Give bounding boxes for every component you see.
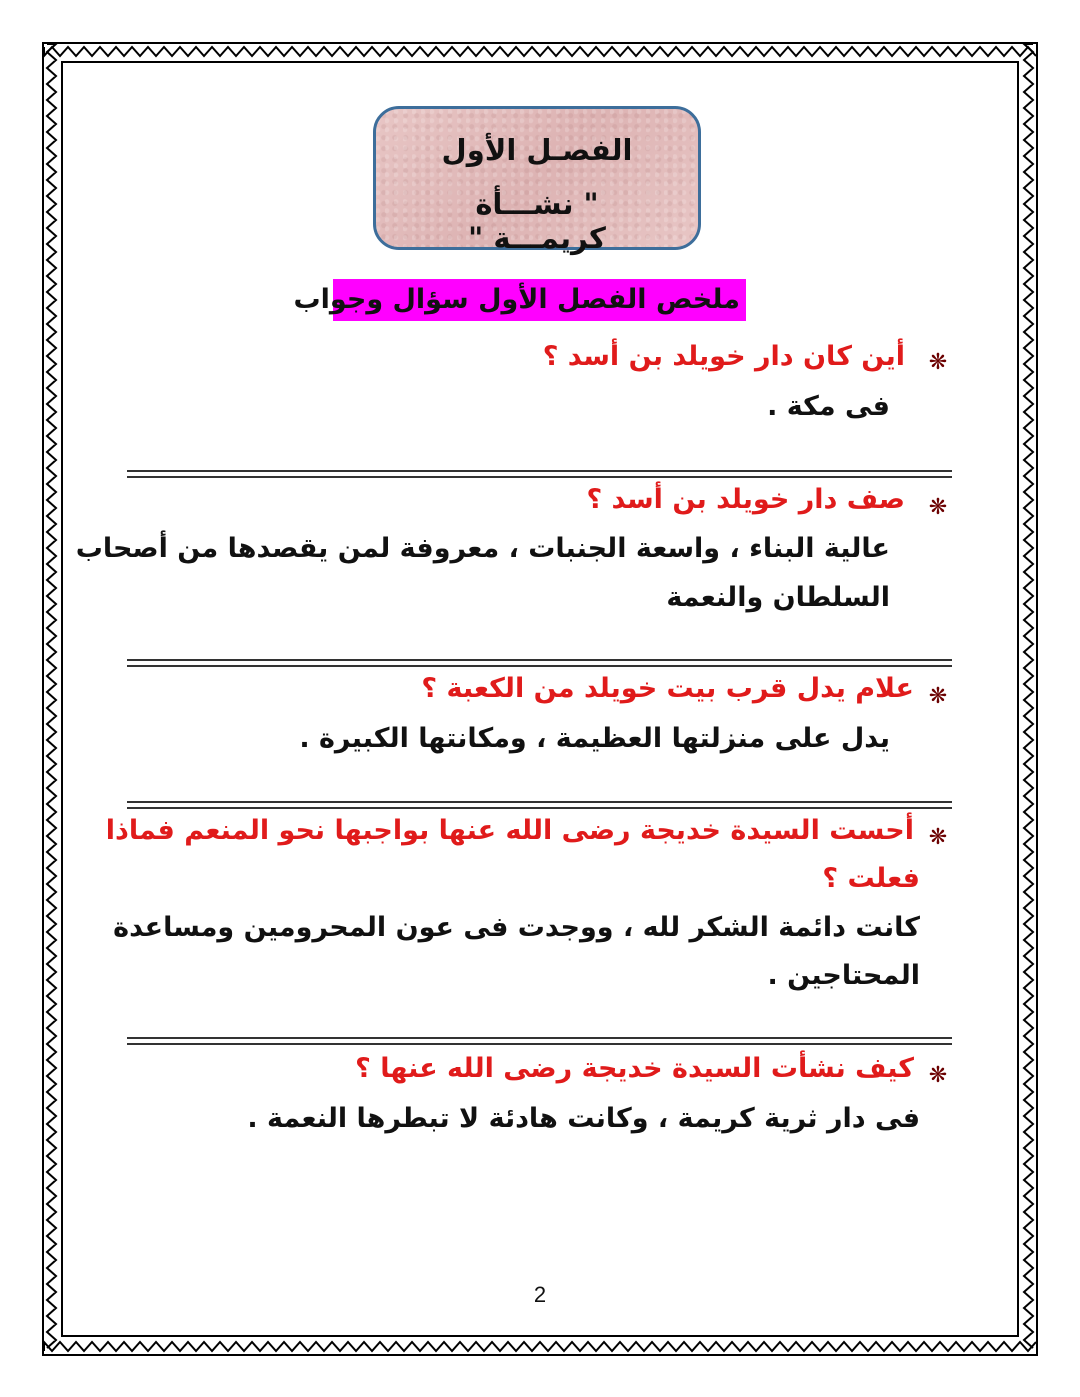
question-3: علام يدل قرب بيت خويلد من الكعبة ؟ bbox=[421, 673, 914, 704]
answer-1: فى مكة . bbox=[767, 391, 890, 422]
answer-4-line-1: كانت دائمة الشكر لله ، ووجدت فى عون المحرومين ومساعدة bbox=[113, 912, 920, 943]
divider bbox=[127, 1037, 952, 1045]
answer-2-line-2: السلطان والنعمة bbox=[666, 582, 890, 613]
answer-4-line-2: المحتاجين . bbox=[767, 960, 920, 991]
answer-2-line-1: عالية البناء ، واسعة الجنبات ، معروفة لمن يقصدها من أصحاب bbox=[75, 533, 890, 564]
answer-3: يدل على منزلتها العظيمة ، ومكانتها الكبيرة . bbox=[299, 723, 890, 754]
bullet-icon: ❋ bbox=[928, 1063, 948, 1088]
chapter-title: الفصـل الأول bbox=[441, 133, 633, 167]
question-2: صف دار خويلد بن أسد ؟ bbox=[586, 484, 905, 515]
bullet-icon: ❋ bbox=[928, 825, 948, 850]
question-4-line-2: فعلت ؟ bbox=[822, 863, 920, 894]
divider bbox=[127, 659, 952, 667]
bullet-icon: ❋ bbox=[928, 684, 948, 709]
page-number: 2 bbox=[533, 1282, 547, 1307]
divider bbox=[127, 801, 952, 809]
chapter-subtitle: " نشـــأة كريمـــة " bbox=[468, 187, 606, 255]
question-5: كيف نشأت السيدة خديجة رضى الله عنها ؟ bbox=[355, 1053, 914, 1084]
divider bbox=[127, 470, 952, 478]
summary-heading: ملخص الفصل الأول سؤال وجواب bbox=[333, 279, 746, 321]
bullet-icon: ❋ bbox=[928, 495, 948, 520]
answer-5: فى دار ثرية كريمة ، وكانت هادئة لا تبطرها النعمة . bbox=[247, 1103, 920, 1134]
question-1: أين كان دار خويلد بن أسد ؟ bbox=[542, 341, 905, 372]
bullet-icon: ❋ bbox=[928, 350, 948, 375]
question-4-line-1: أحست السيدة خديجة رضى الله عنها بواجبها نحو المنعم فماذا bbox=[105, 815, 914, 846]
chapter-title-box bbox=[373, 106, 701, 255]
